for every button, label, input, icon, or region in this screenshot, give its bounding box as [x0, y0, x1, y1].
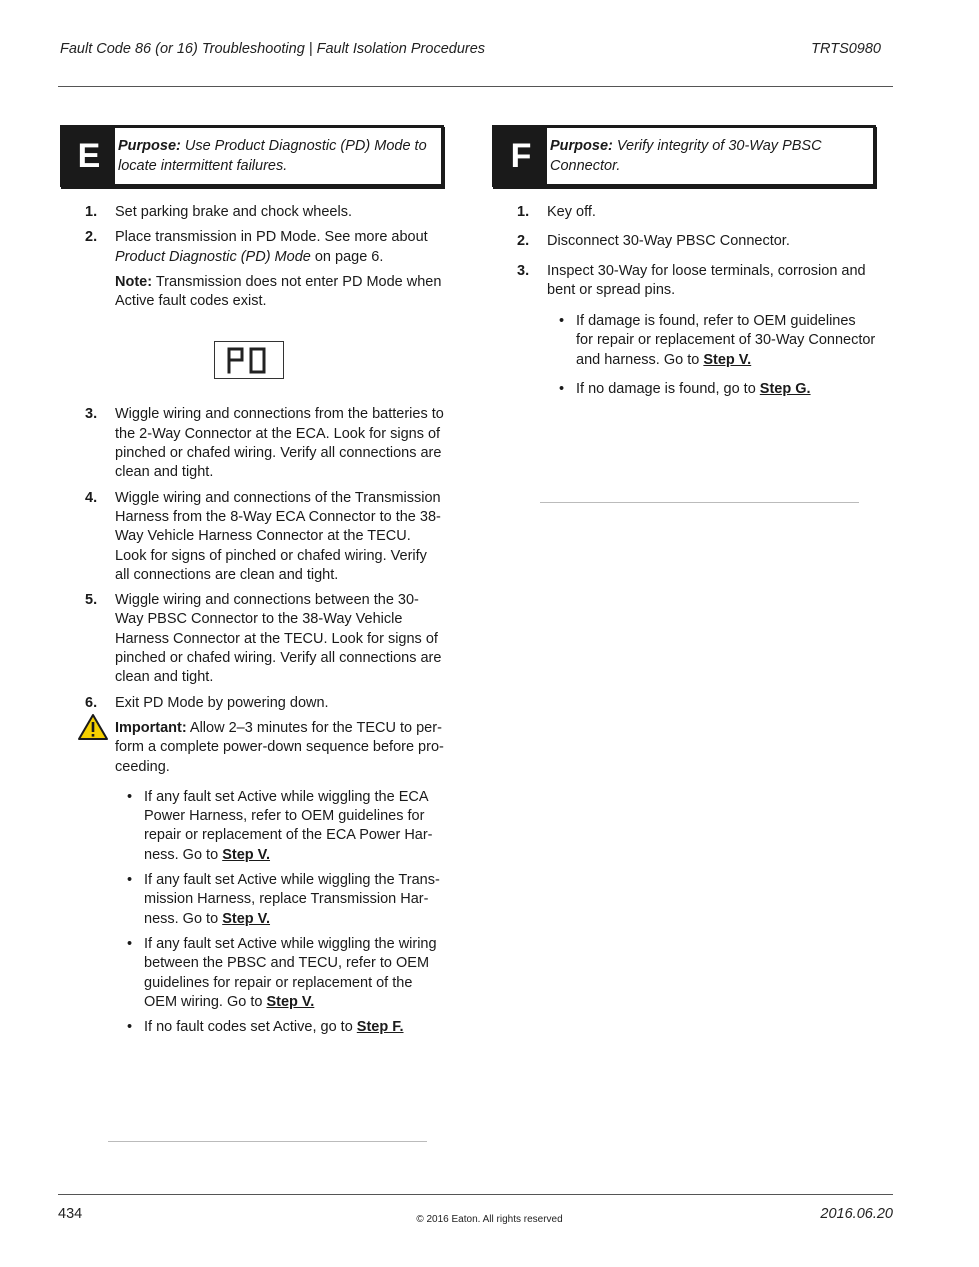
bullet-icon: • [559, 313, 565, 330]
step-text: Key off. [547, 204, 596, 220]
list-item [60, 228, 444, 311]
step-v-link[interactable]: Step V. [266, 993, 315, 1010]
note [115, 273, 444, 312]
step-f-link[interactable]: Step F. [356, 1019, 404, 1036]
list-item [60, 935, 444, 1012]
purpose-label: Purpose: [118, 138, 181, 154]
step-f-letter: F [495, 128, 547, 184]
warning-triangle-icon [77, 713, 109, 741]
step-text-suffix: on page 6. [310, 248, 384, 265]
step-number: 5. [85, 592, 98, 609]
bullet-icon: • [127, 935, 133, 952]
list-item [60, 788, 444, 865]
header-rule [58, 86, 893, 87]
bullet-icon: • [127, 872, 133, 889]
list-item [492, 380, 876, 399]
step-number: 2. [85, 229, 98, 246]
footer-date: 2016.06.20 [820, 1206, 893, 1222]
step-number: 2. [517, 233, 530, 250]
step-f-bullets [492, 312, 876, 399]
list-item [60, 203, 444, 222]
bullet-text: If damage is found, refer to OEM guidelines for repair or replacement of 30-Way Connector and harness. Go to [576, 313, 876, 368]
list-item [60, 1018, 444, 1037]
bullet-text: If any fault set Active while wiggling the wiring between the PBSC and TECU, refer to OEM guidelines for repair or replacement of the OEM wiring. Go to [144, 935, 437, 1010]
step-e-end-rule [108, 1141, 427, 1142]
step-number: 1. [517, 204, 530, 220]
footer-rule [58, 1194, 893, 1195]
step-text: Disconnect 30-Way PBSC Connector. [547, 233, 790, 250]
step-f-purpose [550, 137, 861, 176]
pd-display-glyph [224, 345, 274, 375]
header-doc-id: TRTS0980 [811, 41, 881, 57]
list-item [60, 694, 444, 713]
step-e-column [60, 125, 444, 1043]
purpose-label: Purpose: [550, 138, 613, 154]
step-reference: Product Diagnostic (PD) Mode [115, 248, 311, 265]
bullet-icon: • [559, 381, 565, 398]
pd-display-figure [214, 341, 284, 379]
step-e-bullets [60, 788, 444, 1038]
purpose-text: Verify integrity of 30-Way PBSC Connector. [550, 138, 822, 174]
step-v-link[interactable]: Step V. [222, 846, 271, 863]
bullet-icon: • [127, 788, 133, 805]
step-text: Exit PD Mode by powering down. [115, 694, 329, 711]
note-label: Note: [115, 273, 153, 290]
step-number: 6. [85, 694, 98, 711]
list-item [492, 312, 876, 370]
step-e-letter: E [63, 128, 115, 184]
copyright: © 2016 Eaton. All rights reserved [416, 1214, 563, 1225]
list-item [60, 405, 444, 482]
step-v-link[interactable]: Step V. [703, 351, 752, 368]
step-e-purpose [118, 137, 429, 176]
note-text: Transmission does not enter PD Mode when Active fault codes exist. [115, 273, 442, 310]
important-text: Allow 2–3 minutes for the TECU to per-form a complete power-down sequence before pro-ceeding. [115, 719, 444, 775]
bullet-text: If no fault codes set Active, go to [144, 1019, 357, 1036]
bullet-text: If no damage is found, go to [576, 381, 760, 398]
list-item [492, 232, 876, 251]
list-item [60, 489, 444, 585]
step-v-link[interactable]: Step V. [222, 910, 271, 927]
list-item [492, 203, 876, 222]
purpose-text: Use Product Diagnostic (PD) Mode to locate intermittent failures. [118, 138, 427, 174]
step-number: 3. [85, 406, 98, 423]
header-title: Fault Code 86 (or 16) Troubleshooting | Fault Isolation Procedures [60, 41, 486, 57]
important-notice [60, 719, 444, 777]
bullet-icon: • [127, 1019, 133, 1036]
list-item [60, 871, 444, 929]
step-text: Wiggle wiring and connections between the 30-Way PBSC Connector to the 38-Way Vehicle Harness Connector at the TECU. Look for signs of pinched or chafed wiring. Verify all connections are clean and tight. [115, 592, 442, 686]
list-item [492, 262, 876, 301]
bullet-text: If any fault set Active while wiggling the Trans-mission Harness, replace Transmission Har-ness. Go to [144, 872, 440, 927]
step-number: 1. [85, 204, 98, 220]
step-f-list [492, 203, 876, 300]
step-text: Wiggle wiring and connections of the Transmission Harness from the 8-Way ECA Connector to the 38-Way Vehicle Harness Connector at the TECU. Look for signs of pinched or chafed wiring. Verify all connections are clean and tight. [115, 489, 441, 583]
step-e-list-b [60, 405, 444, 712]
step-g-link[interactable]: Step G. [759, 381, 811, 398]
step-text: Set parking brake and chock wheels. [115, 204, 352, 220]
step-e-purpose-box [60, 125, 444, 187]
bullet-text: If any fault set Active while wiggling the ECA Power Harness, refer to OEM guidelines for repair or replacement of the ECA Power Har-ness. Go to [144, 788, 433, 863]
step-e-list-a [60, 203, 444, 311]
page-number: 434 [58, 1206, 83, 1222]
step-number: 4. [85, 489, 98, 506]
step-f-purpose-box [492, 125, 876, 187]
list-item [60, 591, 444, 687]
step-text: Wiggle wiring and connections from the batteries to the 2-Way Connector at the ECA. Look for signs of pinched or chafed wiring. Verify all connections are clean and tight. [115, 406, 444, 481]
step-f-end-rule [540, 502, 859, 503]
important-label: Important: [115, 719, 187, 736]
step-text: Inspect 30-Way for loose terminals, corrosion and bent or spread pins. [547, 262, 866, 298]
step-text: Place transmission in PD Mode. See more about [115, 229, 428, 246]
step-number: 3. [517, 262, 530, 279]
step-f-column [492, 125, 876, 405]
